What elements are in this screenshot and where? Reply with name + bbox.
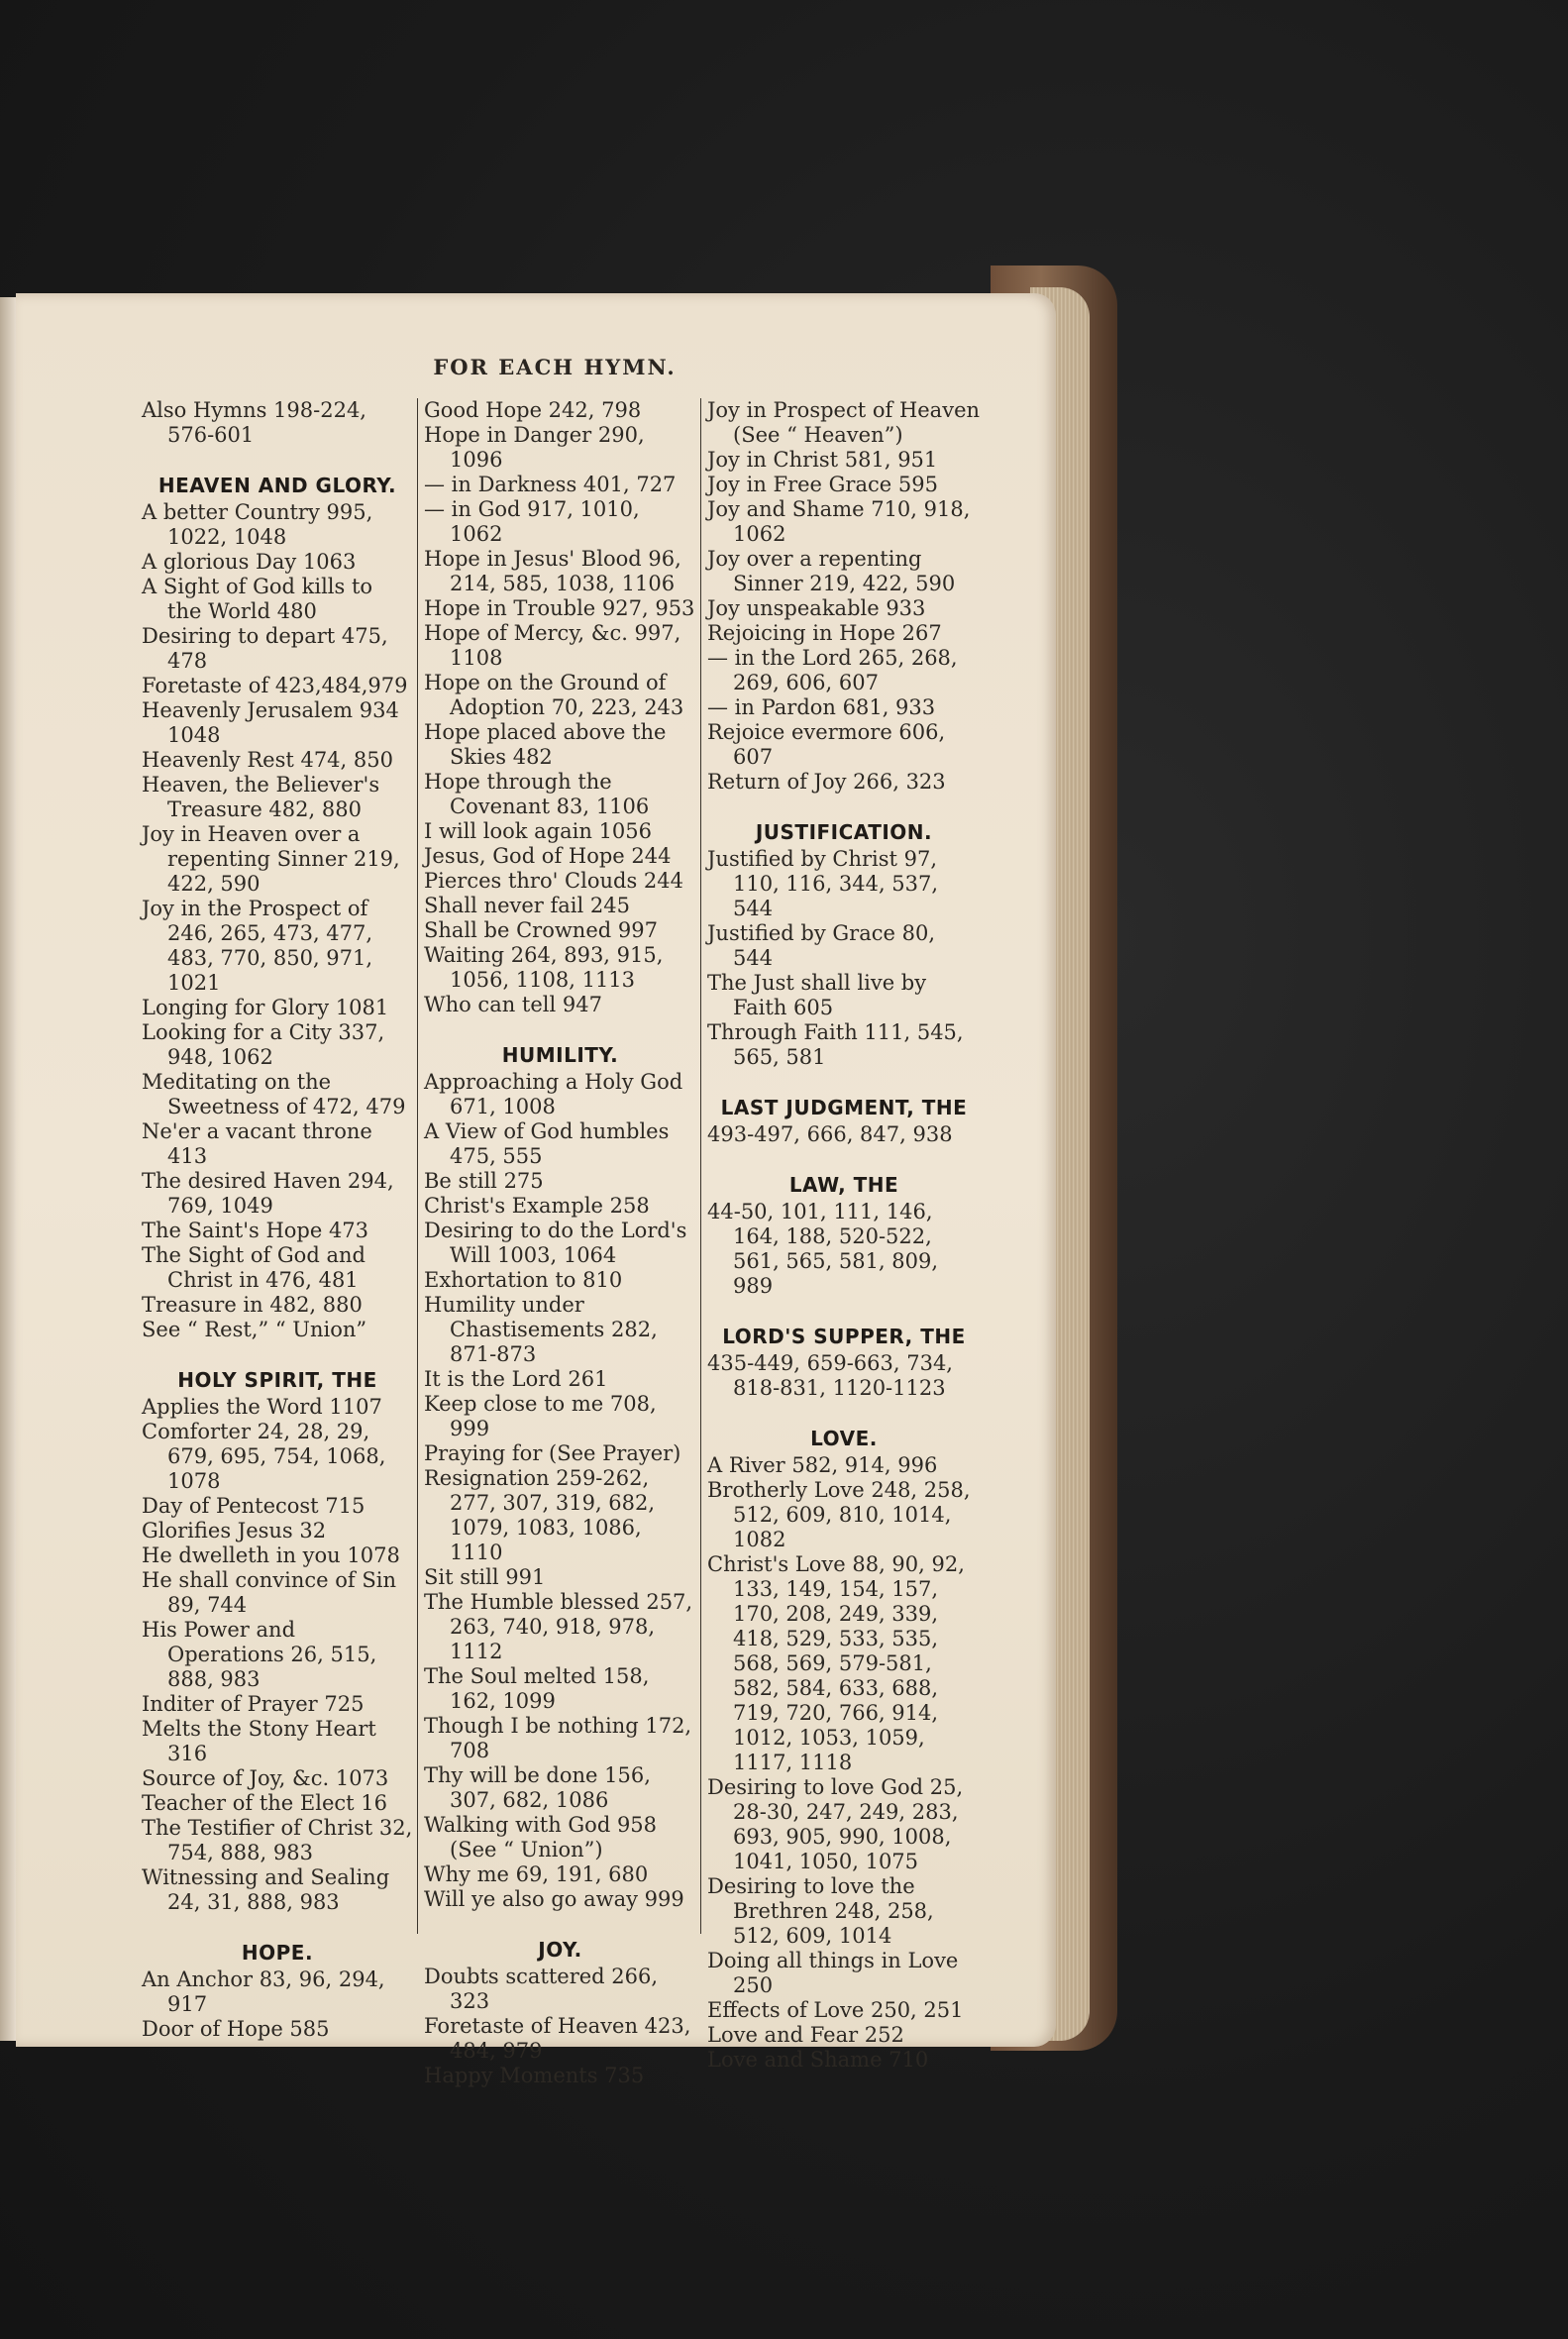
index-entry: Doing all things in Love 250 (707, 1949, 959, 1997)
index-entry: His Power and Operations 26, 515, 888, 983 (142, 1618, 377, 1691)
index-entry: Hope in Jesus' Blood 96, 214, 585, 1038, 1106 (424, 547, 681, 595)
index-entry: Heavenly Jerusalem 934 1048 (142, 698, 399, 747)
index-entry: Comforter 24, 28, 29, 679, 695, 754, 1068, 1078 (142, 1420, 386, 1493)
index-entry: Christ's Example 258 (424, 1194, 650, 1218)
index-entry: I will look again 1056 (424, 819, 653, 843)
index-entry: Doubts scattered 266, 323 (424, 1965, 659, 2013)
index-entry: Desiring to love the Brethren 248, 258, 512, 609, 1014 (707, 1874, 934, 1948)
index-entry: Keep close to me 708, 999 (424, 1392, 657, 1440)
index-entry: Good Hope 242, 798 (424, 398, 642, 422)
index-entry: Effects of Love 250, 251 (707, 1998, 964, 2022)
index-entry: Though I be nothing 172, 708 (424, 1714, 692, 1762)
index-entry: An Anchor 83, 96, 294, 917 (142, 1967, 385, 2016)
index-entry: 493-497, 666, 847, 938 (707, 1122, 953, 1146)
index-entry: Hope on the Ground of Adoption 70, 223, 243 (424, 671, 684, 719)
index-entry: Desiring to do the Lord's Will 1003, 1064 (424, 1219, 687, 1267)
index-entry: A glorious Day 1063 (142, 550, 357, 574)
facing-page-edge (0, 297, 16, 2041)
index-column-1 (142, 398, 413, 2042)
index-entry: Also Hymns 198-224, 576-601 (142, 398, 366, 447)
index-entry: Thy will be done 156, 307, 682, 1086 (424, 1763, 651, 1812)
index-entry: A View of God humbles 475, 555 (424, 1119, 670, 1168)
index-entry: Applies the Word 1107 (142, 1395, 382, 1419)
index-entry: Humility under Chastisements 282, 871-873 (424, 1293, 658, 1366)
index-entry: Resignation 259-262, 277, 307, 319, 682, 1079, 1083, 1086, 1110 (424, 1466, 656, 1564)
index-entry: Teacher of the Elect 16 (142, 1791, 387, 1815)
index-entry: Pierces thro' Clouds 244 (424, 869, 683, 893)
section-heading: LAST JUDGMENT, THE (720, 1096, 968, 1119)
index-entry: Glorifies Jesus 32 (142, 1519, 327, 1542)
index-entry: The Sight of God and Christ in 476, 481 (142, 1243, 366, 1292)
index-entry: — in Pardon 681, 933 (707, 695, 936, 719)
index-entry: Joy in Prospect of Heaven (See “ Heaven”) (707, 398, 981, 447)
section-heading: HUMILITY. (501, 1043, 619, 1067)
index-entry: Joy over a repenting Sinner 219, 422, 590 (707, 547, 956, 595)
index-entry: Shall never fail 245 (424, 894, 630, 917)
index-entry: A Sight of God kills to the World 480 (142, 575, 373, 623)
index-entry: Hope in Trouble 927, 953 (424, 596, 695, 620)
index-entry: Joy in the Prospect of 246, 265, 473, 477, 483, 770, 850, 971, 1021 (142, 897, 373, 995)
index-entry: Heavenly Rest 474, 850 (142, 748, 393, 772)
index-entry: Justified by Christ 97, 110, 116, 344, 537, 544 (707, 847, 939, 920)
index-entry: Justified by Grace 80, 544 (707, 921, 936, 970)
index-entry: Rejoice evermore 606, 607 (707, 720, 946, 769)
index-entry: Joy in Christ 581, 951 (707, 448, 938, 472)
section-heading: HOLY SPIRIT, THE (177, 1368, 377, 1392)
index-entry: Shall be Crowned 997 (424, 918, 658, 942)
index-entry: Joy and Shame 710, 918, 1062 (707, 497, 971, 546)
section-heading: HEAVEN AND GLORY. (157, 474, 397, 497)
index-column-2 (424, 398, 696, 2088)
index-entry: Waiting 264, 893, 915, 1056, 1108, 1113 (424, 943, 664, 992)
index-entry: Sit still 991 (424, 1565, 546, 1589)
index-entry: 435-449, 659-663, 734, 818-831, 1120-1123 (707, 1351, 953, 1400)
index-entry: See “ Rest,” “ Union” (142, 1318, 367, 1341)
index-entry: The Humble blessed 257, 263, 740, 918, 978, 1112 (424, 1590, 693, 1663)
index-entry: Return of Joy 266, 323 (707, 770, 946, 794)
index-entry: The Testifier of Christ 32, 754, 888, 983 (142, 1816, 413, 1864)
index-entry: Hope placed above the Skies 482 (424, 720, 667, 769)
index-entry: — in the Lord 265, 268, 269, 606, 607 (707, 646, 958, 694)
section-heading: HOPE. (241, 1941, 314, 1965)
index-entry: Treasure in 482, 880 (142, 1293, 363, 1317)
index-entry: A River 582, 914, 996 (707, 1453, 938, 1477)
index-entry: Walking with God 958 (See “ Union”) (424, 1813, 658, 1861)
index-entry: Meditating on the Sweetness of 472, 479 (142, 1070, 406, 1118)
index-entry: The Soul melted 158, 162, 1099 (424, 1664, 650, 1713)
index-entry: The desired Haven 294, 769, 1049 (142, 1169, 394, 1218)
index-entry: Witnessing and Sealing 24, 31, 888, 983 (142, 1865, 390, 1914)
index-entry: Day of Pentecost 715 (142, 1494, 366, 1518)
index-entry: Heaven, the Believer's Treasure 482, 880 (142, 773, 380, 821)
index-entry: The Just shall live by Faith 605 (707, 971, 927, 1019)
index-entry: — in God 917, 1010, 1062 (424, 497, 640, 546)
index-entry: Who can tell 947 (424, 993, 602, 1016)
index-entry: Joy unspeakable 933 (707, 596, 926, 620)
index-entry: Brotherly Love 248, 258, 512, 609, 810, 1014, 1082 (707, 1478, 971, 1551)
column-rule (417, 398, 418, 1934)
index-entry: Source of Joy, &c. 1073 (142, 1766, 389, 1790)
index-entry: Love and Fear 252 (707, 2023, 904, 2047)
index-entry: Approaching a Holy God 671, 1008 (424, 1070, 683, 1118)
index-entry: Happy Moments 735 (424, 2064, 645, 2087)
index-entry: Melts the Stony Heart 316 (142, 1717, 376, 1765)
index-entry: It is the Lord 261 (424, 1367, 608, 1391)
index-entry: Foretaste of Heaven 423, 484, 979 (424, 2014, 691, 2063)
index-entry: He shall convince of Sin 89, 744 (142, 1568, 396, 1617)
index-entry: A better Country 995, 1022, 1048 (142, 500, 373, 549)
index-entry: Desiring to love God 25, 28-30, 247, 249, 283, 693, 905, 990, 1008, 1041, 1050, 1075 (707, 1775, 964, 1873)
section-heading: JUSTIFICATION. (755, 820, 933, 844)
section-heading: JOY. (538, 1938, 582, 1962)
index-column-3 (707, 398, 981, 2073)
index-entry: 44-50, 101, 111, 146, 164, 188, 520-522, 561, 565, 581, 809, 989 (707, 1200, 939, 1298)
index-entry: Longing for Glory 1081 (142, 996, 389, 1019)
index-entry: Jesus, God of Hope 244 (424, 844, 672, 868)
section-heading: LAW, THE (788, 1173, 899, 1197)
index-entry: Love and Shame 710 (707, 2048, 929, 2072)
column-rule (700, 398, 701, 1934)
index-entry: Inditer of Prayer 725 (142, 1692, 365, 1716)
index-entry: Joy in Free Grace 595 (707, 473, 938, 496)
index-entry: He dwelleth in you 1078 (142, 1543, 400, 1567)
index-entry: Through Faith 111, 545, 565, 581 (707, 1020, 964, 1069)
running-head: FOR EACH HYMN. (433, 355, 677, 379)
index-entry: Why me 69, 191, 680 (424, 1862, 649, 1886)
index-entry: Looking for a City 337, 948, 1062 (142, 1020, 385, 1069)
section-heading: LORD'S SUPPER, THE (722, 1325, 966, 1348)
index-entry: Hope of Mercy, &c. 997, 1108 (424, 621, 681, 670)
index-entry: Hope in Danger 290, 1096 (424, 423, 645, 472)
index-entry: Praying for (See Prayer) (424, 1441, 681, 1465)
index-entry: Door of Hope 585 (142, 2017, 330, 2041)
section-heading: LOVE. (810, 1427, 878, 1450)
index-entry: The Saint's Hope 473 (142, 1219, 369, 1242)
index-entry: Christ's Love 88, 90, 92, 133, 149, 154, 157, 170, 208, 249, 339, 418, 529, 533, 535, 568, 569, 579-581, 582, 584, 633, 688, 719, 720, 766, 914, 1012, 1053, 1059, 1117, 1118 (707, 1552, 965, 1774)
index-entry: — in Darkness 401, 727 (424, 473, 677, 496)
index-entry: Joy in Heaven over a repenting Sinner 219, 422, 590 (142, 822, 400, 896)
index-entry: Foretaste of 423,484,979 (142, 674, 408, 697)
index-entry: Ne'er a vacant throne 413 (142, 1119, 372, 1168)
index-entry: Rejoicing in Hope 267 (707, 621, 942, 645)
index-entry: Be still 275 (424, 1169, 544, 1193)
index-entry: Will ye also go away 999 (424, 1887, 684, 1911)
index-entry: Desiring to depart 475, 478 (142, 624, 388, 673)
index-entry: Exhortation to 810 (424, 1268, 623, 1292)
index-entry: Hope through the Covenant 83, 1106 (424, 770, 650, 818)
